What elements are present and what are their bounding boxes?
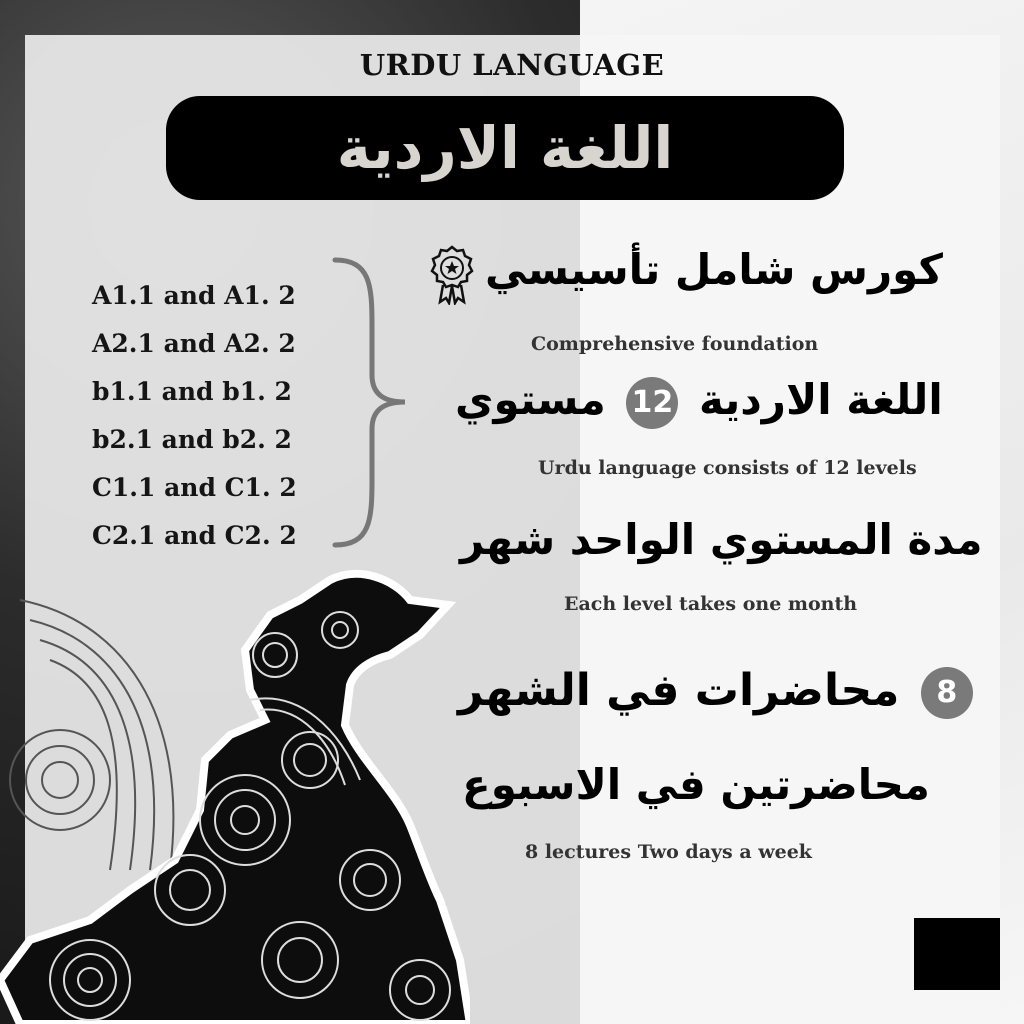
level-item: C2.1 and C2. 2 [92,521,297,550]
levels-count-arabic [455,370,943,430]
lectures-per-month-arabic [458,660,979,722]
title-banner [166,96,844,200]
level-item: A1.1 and A1. 2 [92,281,296,310]
page-title-english: URDU LANGUAGE [359,48,665,82]
corner-square-decoration [914,918,1000,990]
course-type-english: Comprehensive foundation [531,333,819,355]
curly-brace-icon [330,255,410,550]
levels-count-english: Urdu language consists of 12 levels [538,457,917,479]
duration-arabic: مدة المستوي الواحد شهر [460,515,983,564]
course-type-arabic: كورس شامل تأسيسي [485,245,943,294]
level-item: C1.1 and C1. 2 [92,473,297,502]
lectures-per-week-arabic: محاضرتين في الاسبوع [462,760,930,809]
level-list [92,272,322,560]
levels-word-label: مستوي [455,375,606,424]
level-item: b1.1 and b1. 2 [92,377,292,406]
duration-english: Each level takes one month [564,593,858,615]
levels-language-label: اللغة الاردية [698,375,943,424]
pakistan-map-illustration [0,560,470,1024]
lectures-english: 8 lectures Two days a week [525,841,812,863]
lectures-count-badge: 8 [921,667,973,719]
page-title-arabic: اللغة الاردية [336,114,674,182]
level-item: A2.1 and A2. 2 [92,329,296,358]
levels-count-badge: 12 [626,377,678,429]
level-item: b2.1 and b2. 2 [92,425,292,454]
award-ribbon-icon [428,245,476,305]
lectures-month-label: محاضرات في الشهر [458,665,900,716]
